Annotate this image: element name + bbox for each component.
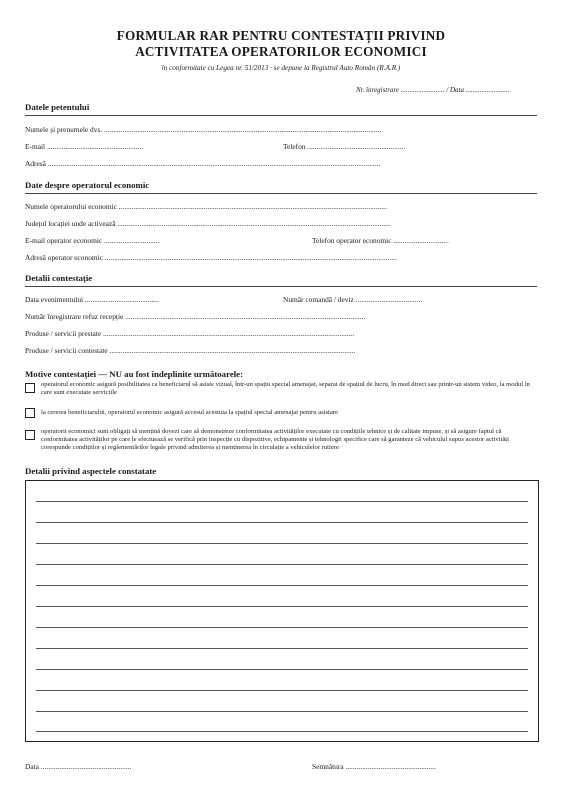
services-provided-field[interactable]: Produse / servicii prestate ........................................................................................................................................	[25, 329, 355, 338]
writing-line	[36, 690, 528, 691]
reason-checkbox-3[interactable]	[25, 430, 35, 440]
reason-text-3: operatorii economici sunt obligați să mențină dovezi care să demonstreze conformitatea activităților executate cu condițiile tehnice și de calitate impuse, și să asigure faptul că conformitatea activităților pe care le efectuează se verifică prin inspecție cu dispozitive, echipamente și tehnologii specifice care să garanteze că vehiculul supus acestor activități corespunde condițiilor și reglementărilor legale privind admiterea și menținerea în circulație a vehiculelor rutiere	[41, 428, 509, 451]
writing-line	[36, 564, 528, 565]
writing-line	[36, 648, 528, 649]
reason-text-2: la cererea beneficiarului, operatorul economic asigură accesul acestuia la spațiul special amenajat pentru asistare	[41, 409, 338, 416]
section-heading-operator: Date despre operatorul economic	[25, 180, 150, 190]
registration-number-field[interactable]: Nr. înregistrare ......................... / Data .........................	[356, 86, 510, 94]
reasons-heading: Motive contestației — NU au fost îndeplinite următoarele:	[25, 369, 244, 379]
section-heading-petitioner: Datele petentului	[25, 102, 90, 112]
writing-line	[36, 669, 528, 670]
petitioner-address-field[interactable]: Adresă ....................................................................................................................................................................................	[25, 159, 381, 168]
operator-email-field[interactable]: E-mail operator economic ..............................	[25, 236, 160, 245]
writing-line	[36, 501, 528, 502]
details-textarea[interactable]	[25, 480, 539, 742]
petitioner-name-field[interactable]: Numele și prenumele dvs. ......................................................................................................................................................	[25, 125, 382, 134]
writing-line	[36, 606, 528, 607]
order-number-field[interactable]: Număr comandă / deviz ....................................	[283, 295, 423, 304]
reason-checkbox-1[interactable]	[25, 383, 35, 393]
signature-field[interactable]: Semnătura .................................................	[312, 762, 436, 771]
section-divider	[25, 286, 537, 287]
writing-line	[36, 543, 528, 544]
reason-option-2[interactable]	[25, 407, 537, 421]
reason-option-3[interactable]	[25, 428, 537, 456]
writing-line	[36, 731, 528, 732]
footer-date-field[interactable]: Data .................................................	[25, 762, 132, 771]
reason-checkbox-2[interactable]	[25, 408, 35, 418]
form-subtitle: în conformitate cu Legea nr. 51/2013 · se depune la Registrul Auto Român (R.A.R.)	[161, 64, 401, 72]
form-title-line-1: FORMULAR RAR PENTRU CONTESTAȚII PRIVIND	[116, 28, 446, 43]
petitioner-email-field[interactable]: E-mail ....................................................	[25, 142, 144, 151]
section-heading-complaint: Detalii contestație	[25, 273, 93, 283]
operator-phone-field[interactable]: Telefon operator economic ..............................	[312, 236, 449, 245]
services-contested-field[interactable]: Produse / servicii contestate .....................................................................................................................................	[25, 346, 356, 355]
writing-line	[36, 522, 528, 523]
form-title-line-2: ACTIVITATEA OPERATORILOR ECONOMICI	[135, 44, 427, 59]
operator-address-field[interactable]: Adresă operator economic ..............................................................................................................................................................	[25, 253, 397, 262]
reason-text-1: operatorul economic asigură posibilitatea ca beneficiarul să asiste vizual, într-un spațiu special amenajat, separat de spațiul de lucru, în mod direct sau printr-un sistem video, la modul în care sunt executate serviciile	[41, 381, 530, 396]
writing-line	[36, 585, 528, 586]
section-divider	[25, 193, 537, 194]
section-divider	[25, 115, 537, 116]
details-heading: Detalii privind aspectele constatate	[25, 466, 157, 476]
writing-line	[36, 627, 528, 628]
event-date-field[interactable]: Data evenimentului ........................................	[25, 295, 159, 304]
refusal-registration-field[interactable]: Număr înregistrare refuz recepție ..................................................................................................................................	[25, 312, 366, 321]
reason-option-1[interactable]	[25, 381, 537, 403]
writing-line	[36, 711, 528, 712]
operator-name-field[interactable]: Numele operatorului economic .................................................................................................................................................	[25, 202, 387, 211]
petitioner-phone-field[interactable]: Telefon .....................................................	[283, 142, 406, 151]
operator-location-field[interactable]: Județul locației unde activează ....................................................................................................................................................	[25, 219, 391, 228]
